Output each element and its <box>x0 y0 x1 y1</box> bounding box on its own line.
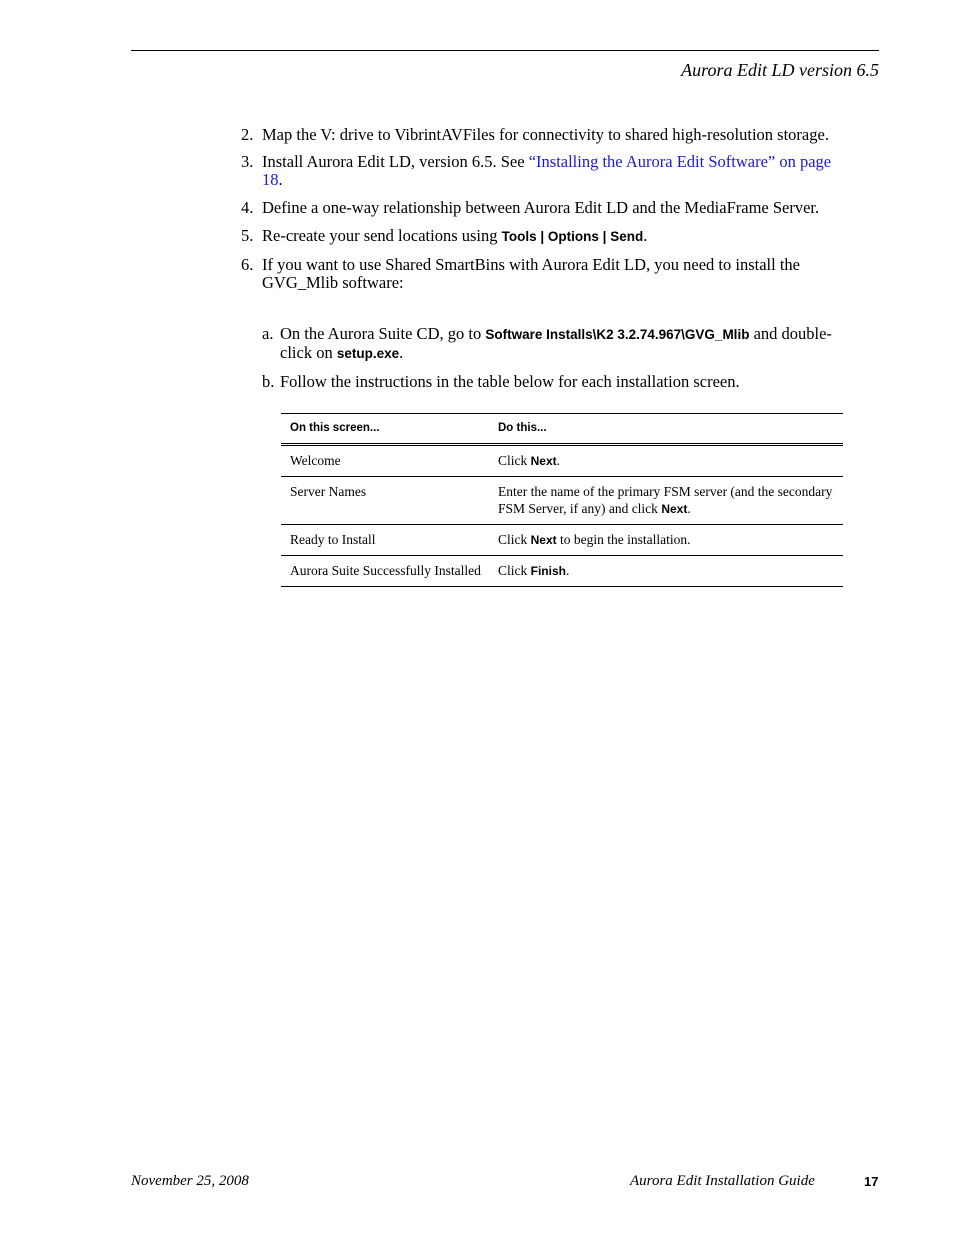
step-5 <box>241 227 846 246</box>
substep-text: Follow the instructions in the table below for each installation screen. <box>280 372 740 391</box>
screen-cell: Welcome <box>281 445 489 477</box>
column-header: On this screen... <box>281 414 489 445</box>
step-number: 6. <box>241 255 254 274</box>
step-text: Map the V: drive to VibrintAVFiles for connectivity to shared high-resolution storage. <box>262 125 829 144</box>
step-number: 4. <box>241 198 254 217</box>
step-text: If you want to use Shared SmartBins with Aurora Edit LD, you need to install the GVG_Mlib software: <box>262 255 800 292</box>
ui-path: Software Installs\K2 3.2.74.967\GVG_Mlib <box>485 327 750 342</box>
action-cell <box>489 525 843 556</box>
screen-cell: Ready to Install <box>281 525 489 556</box>
screen-cell: Server Names <box>281 477 489 525</box>
action-cell <box>489 556 843 587</box>
page-number: 17 <box>864 1174 879 1189</box>
installation-screens-table <box>281 413 843 587</box>
numbered-steps <box>241 126 846 292</box>
step-text: Re-create your send locations using <box>262 226 502 245</box>
step-3 <box>241 153 846 189</box>
header-rule <box>131 50 879 51</box>
table-row <box>281 525 843 556</box>
step-text: Define a one-way relationship between Aurora Edit LD and the MediaFrame Server. <box>262 198 820 217</box>
action-text-end: . <box>556 453 561 468</box>
step-4 <box>241 199 846 217</box>
cross-reference-link[interactable]: “Installing the Aurora Edit Software” on page 18 <box>262 152 832 189</box>
action-text: Click <box>498 563 531 578</box>
step-text-end: . <box>643 226 648 245</box>
screen-cell: Aurora Suite Successfully Installed <box>281 556 489 587</box>
action-cell <box>489 477 843 525</box>
action-text: Click <box>498 532 531 547</box>
table-header-row <box>281 414 843 445</box>
substeps <box>262 325 852 391</box>
footer-date: November 25, 2008 <box>131 1173 249 1189</box>
running-header: Aurora Edit LD version 6.5 <box>681 60 879 80</box>
table-row <box>281 556 843 587</box>
ui-button-name: Next <box>530 454 557 468</box>
column-header: Do this... <box>489 414 843 445</box>
substep-a <box>262 325 852 363</box>
ui-button-name: Next <box>530 533 557 547</box>
step-2 <box>241 126 846 144</box>
substep-text: On the Aurora Suite CD, go to <box>280 324 486 343</box>
table-row <box>281 477 843 525</box>
substep-letter: a. <box>262 324 274 343</box>
step-text: Install Aurora Edit LD, version 6.5. See <box>262 152 529 171</box>
step-number: 2. <box>241 125 254 144</box>
step-number: 3. <box>241 152 254 171</box>
footer-guide-title: Aurora Edit Installation Guide <box>630 1173 815 1189</box>
action-text-end: . <box>687 501 691 516</box>
action-text: Click <box>498 453 531 468</box>
step-text-end: . <box>278 170 283 189</box>
substep-text-mid: and double-click on <box>280 324 832 362</box>
table-row <box>281 445 843 477</box>
action-cell <box>489 445 843 477</box>
substep-letter: b. <box>262 372 275 391</box>
ui-button-name: Finish <box>530 564 566 578</box>
ui-filename: setup.exe <box>336 346 400 361</box>
action-text-end: . <box>565 563 570 578</box>
ui-button-name: Next <box>661 502 688 516</box>
substep-text-end: . <box>399 343 404 362</box>
action-text: Enter the name of the primary FSM server (and the secondary FSM Server, if any) and click <box>498 484 833 516</box>
ui-path: Tools | Options | Send <box>501 229 644 244</box>
step-6 <box>241 256 846 292</box>
action-text-end: to begin the installation. <box>556 532 691 547</box>
substep-b <box>262 373 852 391</box>
step-number: 5. <box>241 226 254 245</box>
